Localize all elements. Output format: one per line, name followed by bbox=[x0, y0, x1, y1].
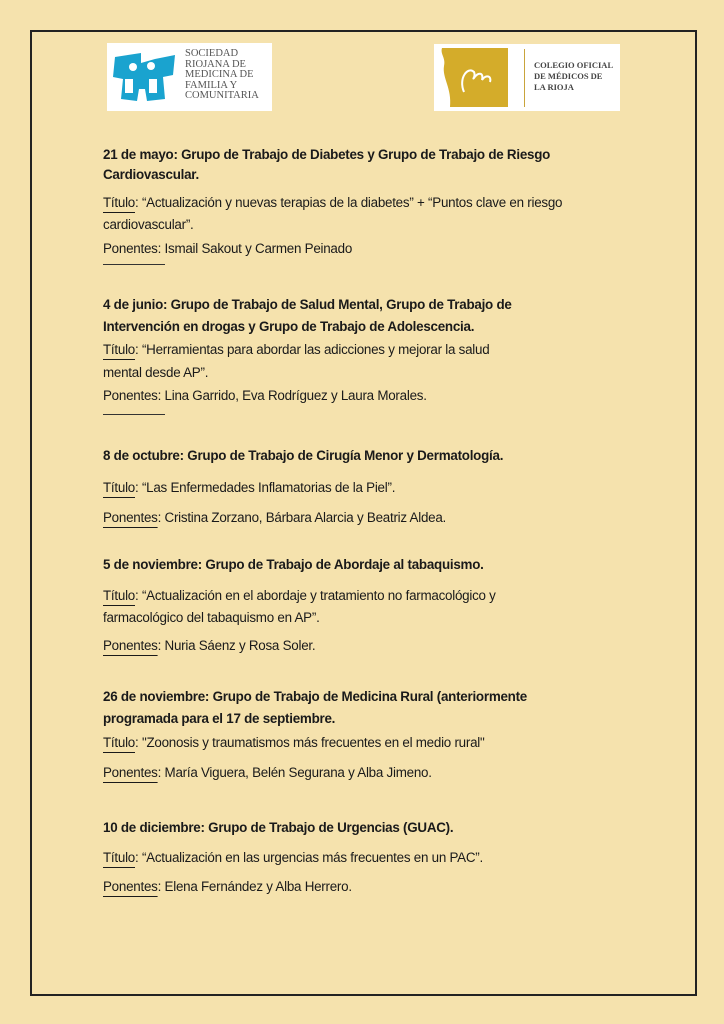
event-heading: 5 de noviembre: Grupo de Trabajo de Abordaje al tabaquismo. bbox=[103, 557, 484, 572]
divider bbox=[103, 414, 165, 415]
event-speakers: Ponentes: Elena Fernández y Alba Herrero. bbox=[103, 879, 352, 894]
divider bbox=[103, 264, 165, 265]
event-title: Título: “Actualización en las urgencias más frecuentes en un PAC”. bbox=[103, 850, 483, 865]
event-title: Título: “Actualización y nuevas terapias de la diabetes” + “Puntos clave en riesgo bbox=[103, 195, 563, 210]
event-speakers: Ponentes: Nuria Sáenz y Rosa Soler. bbox=[103, 638, 316, 653]
event-heading: 26 de noviembre: Grupo de Trabajo de Medicina Rural (anteriormente bbox=[103, 689, 528, 704]
colegio-emblem-icon bbox=[438, 48, 508, 107]
srmfyc-logo bbox=[107, 43, 272, 111]
event-title: Título: “Actualización en el abordaje y tratamiento no farmacológico y bbox=[103, 588, 496, 603]
event-heading: 4 de junio: Grupo de Trabajo de Salud Mental, Grupo de Trabajo de bbox=[103, 297, 512, 312]
event-title: farmacológico del tabaquismo en AP”. bbox=[103, 610, 320, 625]
event-title: Título: "Zoonosis y traumatismos más frecuentes en el medio rural" bbox=[103, 735, 485, 750]
srmfyc-emblem-icon bbox=[111, 49, 179, 105]
event-title: mental desde AP”. bbox=[103, 365, 209, 380]
event-speakers: Ponentes: Ismail Sakout y Carmen Peinado bbox=[103, 241, 353, 256]
event-heading: 10 de diciembre: Grupo de Trabajo de Urgencias (GUAC). bbox=[103, 820, 454, 835]
event-heading: 21 de mayo: Grupo de Trabajo de Diabetes y Grupo de Trabajo de Riesgo bbox=[103, 147, 551, 162]
event-heading: Intervención en drogas y Grupo de Trabajo de Adolescencia. bbox=[103, 319, 475, 334]
event-speakers: Ponentes: María Viguera, Belén Segurana y Alba Jimeno. bbox=[103, 765, 432, 780]
srmfyc-name: SOCIEDAD RIOJANA DE MEDICINA DE FAMILIA Y COMUNITARIA bbox=[185, 48, 259, 102]
event-speakers: Ponentes: Lina Garrido, Eva Rodríguez y Laura Morales. bbox=[103, 388, 427, 403]
event-title: Título: “Las Enfermedades Inflamatorias de la Piel”. bbox=[103, 480, 396, 495]
event-title: cardiovascular”. bbox=[103, 217, 194, 232]
event-heading: 8 de octubre: Grupo de Trabajo de Cirugía Menor y Dermatología. bbox=[103, 448, 504, 463]
colegio-medicos-logo bbox=[434, 44, 620, 111]
event-title: Título: “Herramientas para abordar las adicciones y mejorar la salud bbox=[103, 342, 490, 357]
logo-separator bbox=[524, 49, 525, 107]
colegio-name: COLEGIO OFICIAL DE MÉDICOS DE LA RIOJA bbox=[534, 60, 614, 92]
event-speakers: Ponentes: Cristina Zorzano, Bárbara Alarcia y Beatriz Aldea. bbox=[103, 510, 447, 525]
event-heading: programada para el 17 de septiembre. bbox=[103, 711, 336, 726]
event-heading: Cardiovascular. bbox=[103, 167, 199, 182]
